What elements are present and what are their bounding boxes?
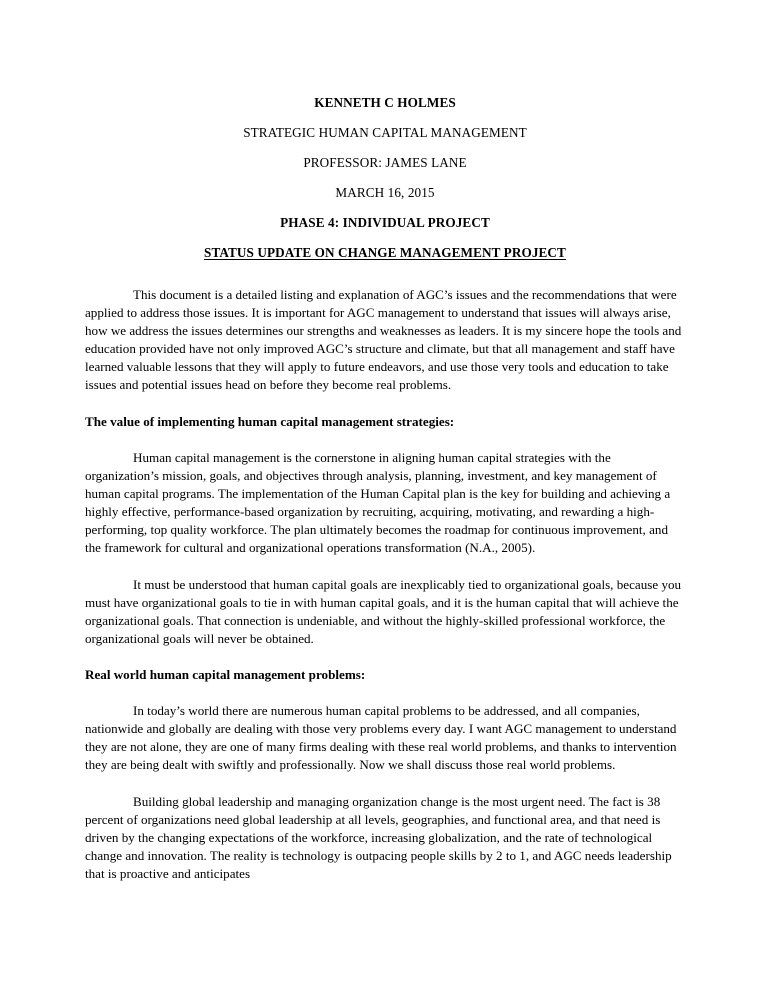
section-1-paragraph-0: In today’s world there are numerous human capital problems to be addressed, and all companies, nationwide and globally are dealing with those very problems every day. I want AGC management to understand they are not alone, they are one of many firms dealing with these real world problems, and thanks to intervention they are being dealt with swiftly and professionally. Now we shall discuss those real world problems. [85,703,677,773]
section-0-paragraph-0: Human capital management is the cornerstone in aligning human capital strategies with the organization’s mission, goals, and objectives through analysis, planning, investment, and key management of human capital programs. The implementation of the Human Capital plan is the key for building and achieving a highly effective, performance-based organization by recruiting, acquiring, motivating, and rewarding a high-performing, top quality workforce. The plan ultimately becomes the roadmap for continuous improvement, and the framework for cultural and organizational operations transformation (N.A., 2005). [85,449,671,556]
intro-paragraph: This document is a detailed listing and explanation of AGC’s issues and the recommendations that were applied to address those issues. It is important for AGC management to understand that issues will always arise, how we address the issues determines our strengths and weaknesses as leaders. It is my sincere hope the tools and education provided have not only improved AGC’s structure and climate, but that all management and staff have learned valuable lessons that they will apply to future endeavors, and use those very tools and education to take issues and potential issues head on before they become real problems. [85,287,682,393]
section-heading-value-of-hcm: The value of implementing human capital management strategies: [85,413,455,429]
section-1-paragraph-1: Building global leadership and managing organization change is the most urgent need. The fact is 38 percent of organizations need global leadership at all levels, geographies, and functional area, and that need is driven by the changing expectations of the workforce, increasing globalization, and the rate of technological change and innovation. The reality is technology is outpacing people skills by 2 to 1, and AGC needs leadership that is proactive and anticipates [85,793,672,881]
professor-name: PROFESSOR: JAMES LANE [303,155,467,170]
section-0-paragraph-1: It must be understood that human capital goals are inexplicably tied to organizational goals, because you must have organizational goals to tie in with human capital goals, and it is the human capital that will achieve the organizational goals. That connection is undeniable, and without the highly-skilled professional workforce, the organizational goals will never be obtained. [85,576,682,646]
document-date: MARCH 16, 2015 [335,185,435,200]
document-author-name: KENNETH C HOLMES [314,95,456,110]
page-content [85,88,685,883]
course-title: STRATEGIC HUMAN CAPITAL MANAGEMENT [243,125,527,140]
title-block [85,88,685,268]
document-title: STATUS UPDATE ON CHANGE MANAGEMENT PROJECT [204,245,566,260]
section-heading-real-world-problems: Real world human capital management problems: [85,666,366,682]
assignment-phase: PHASE 4: INDIVIDUAL PROJECT [280,215,490,230]
